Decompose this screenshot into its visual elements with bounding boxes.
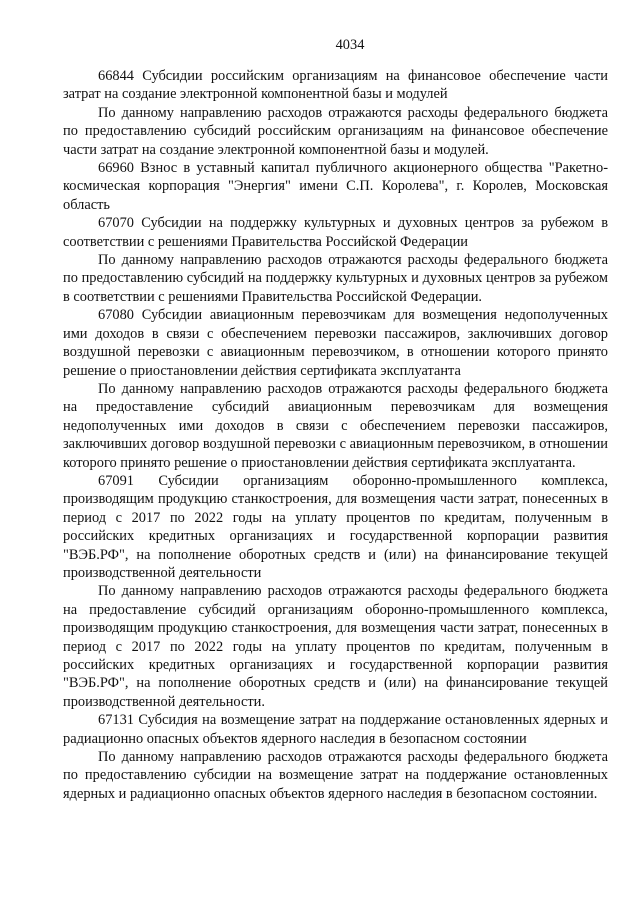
paragraph-67070-description: По данному направлению расходов отражаются расходы федерального бюджета по предоставлению субсидий на поддержку культурных и духовных центров за рубежом в соответствии с решениями Правительства Российской Федерации. [63,252,608,305]
paragraph-66960-heading: 66960 Взнос в уставный капитал публичного акционерного общества "Ракетно-космическая корпорация "Энергия" имени С.П. Королева", г. Королев, Московская область [63,160,608,213]
paragraph-67131-heading: 67131 Субсидия на возмещение затрат на поддержание остановленных ядерных и радиационно опасных объектов ядерного наследия в безопасном состоянии [63,712,608,747]
page-number: 4034 [335,37,365,53]
paragraph-67070-heading: 67070 Субсидии на поддержку культурных и духовных центров за рубежом в соответствии с решениями Правительства Российской Федерации [63,215,608,250]
paragraph-67080-description: По данному направлению расходов отражаются расходы федерального бюджета на предоставление субсидий авиационным перевозчикам для возмещения недополученных ими доходов в связи с обеспечением перевозки пассажиров, заключивших договор воздушной перевозки с авиационным перевозчиком, в отношении которого принято решение о приостановлении действия сертификата эксплуатанта. [63,380,608,471]
paragraph-66844-heading: 66844 Субсидии российским организациям на финансовое обеспечение части затрат на создание электронной компонентной базы и модулей [63,68,608,103]
paragraph-67091-description: По данному направлению расходов отражаются расходы федерального бюджета на предоставление субсидий организациям оборонно-промышленного комплекса, производящим продукцию станкостроения, для возмещения части затрат, понесенных в период с 2017 по 2022 годы на уплату процентов по кредитам, полученным в российских кредитных организациях и государственной корпорации развития "ВЭБ.РФ", на пополнение оборотных средств и (или) на финансирование текущей производственной деятельности. [63,583,608,710]
paragraph-67091-heading: 67091 Субсидии организациям оборонно-промышленного комплекса, производящим продукцию станкостроения, для возмещения части затрат, понесенных в период с 2017 по 2022 годы на уплату процентов по кредитам, полученным в российских кредитных организациях и государственной корпорации развития "ВЭБ.РФ", на пополнение оборотных средств и (или) на финансирование текущей производственной деятельности [63,472,608,581]
document-body [63,67,608,803]
paragraph-67131-description: По данному направлению расходов отражаются расходы федерального бюджета по предоставлению субсидии на возмещение затрат на поддержание остановленных ядерных и радиационно опасных объектов ядерного наследия в безопасном состоянии. [63,749,608,802]
paragraph-67080-heading: 67080 Субсидии авиационным перевозчикам для возмещения недополученных ими доходов в связи с обеспечением перевозки пассажиров, заключивших договор воздушной перевозки с авиационным перевозчиком, в отношении которого принято решение о приостановлении действия сертификата эксплуатанта [63,307,608,379]
paragraph-66844-description: По данному направлению расходов отражаются расходы федерального бюджета по предоставлению субсидий российским организациям на финансовое обеспечение части затрат на создание электронной компонентной базы и модулей. [63,104,608,158]
